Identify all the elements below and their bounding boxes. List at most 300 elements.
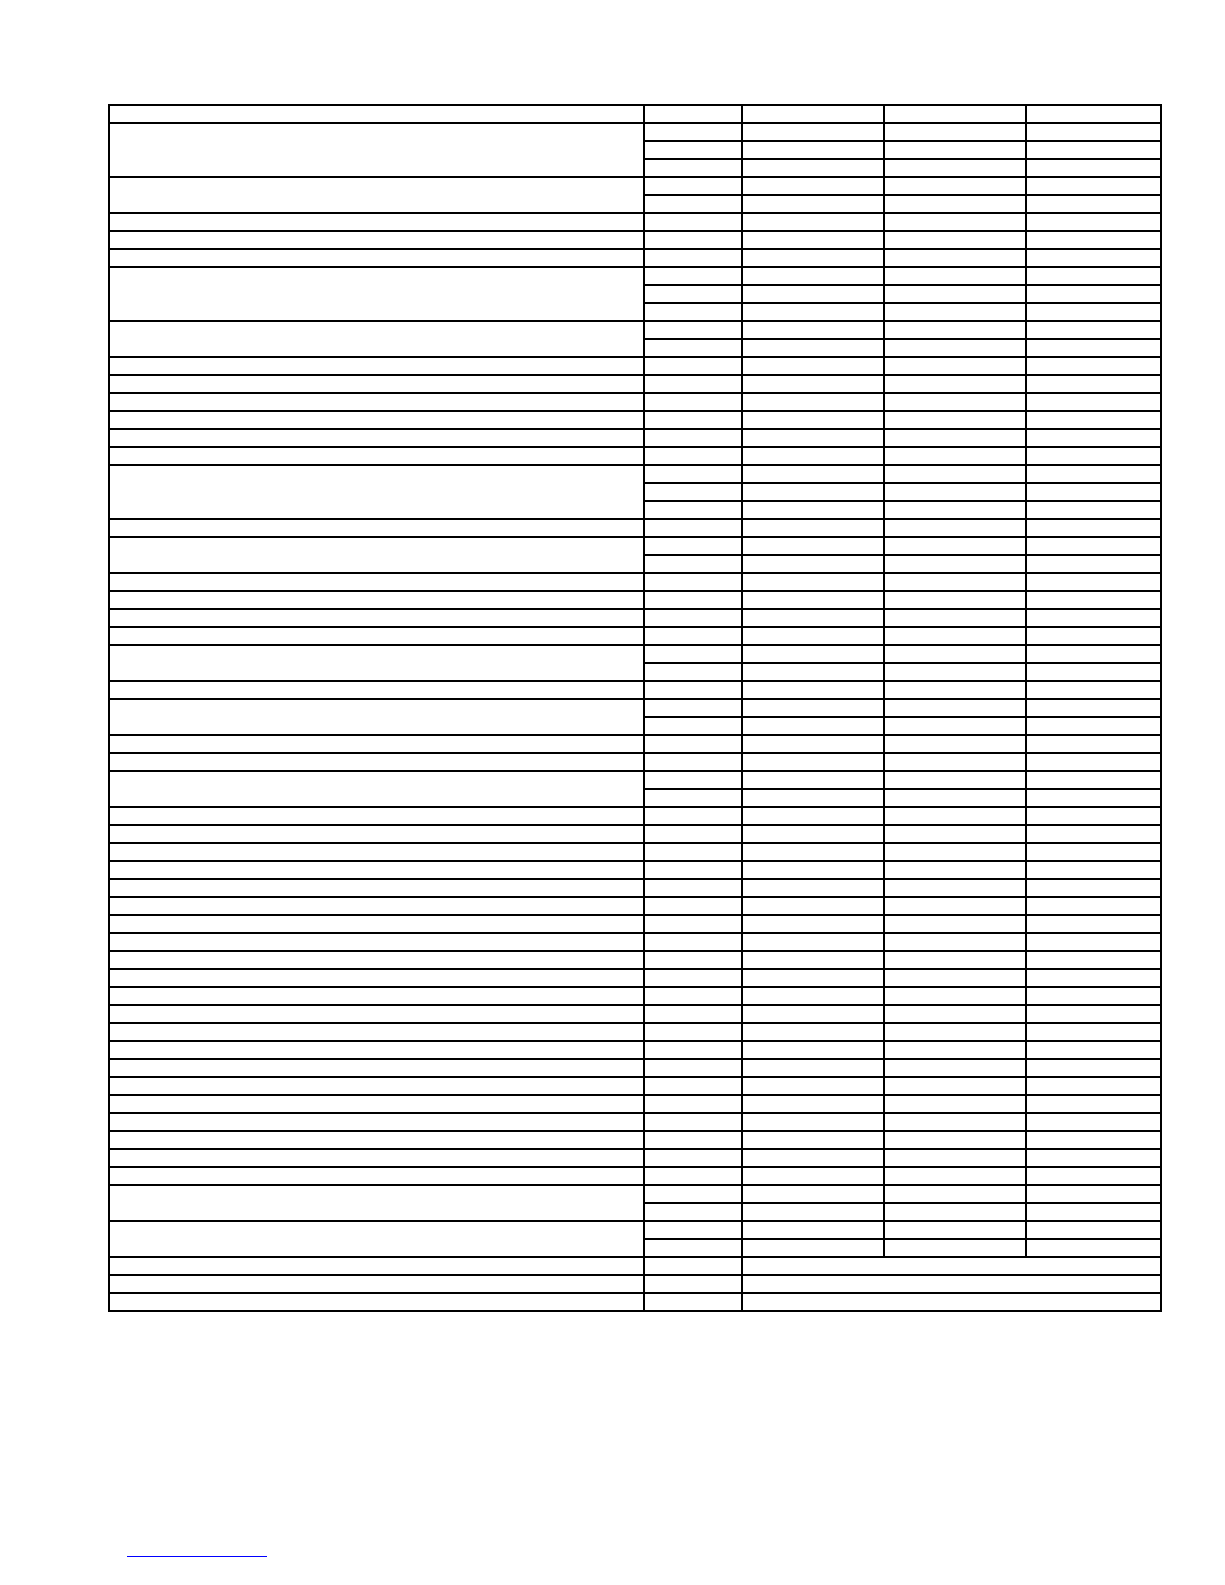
table-row (109, 1005, 1161, 1023)
value-cell-b (884, 537, 1026, 555)
value-cell-a (742, 825, 884, 843)
value-cell-a (742, 1131, 884, 1149)
value-cell-b (884, 195, 1026, 213)
value-cell-a (742, 537, 884, 555)
value-cell-b (884, 1131, 1026, 1149)
value-cell-b (884, 969, 1026, 987)
value-cell-b (884, 375, 1026, 393)
value-cell-b (884, 1239, 1026, 1257)
row-label-cell (109, 465, 644, 519)
value-cell-b (884, 1167, 1026, 1185)
value-cell-b (884, 951, 1026, 969)
code-cell (644, 1005, 742, 1023)
code-cell (644, 735, 742, 753)
table-row (109, 1185, 1161, 1203)
table-row (109, 1059, 1161, 1077)
code-cell (644, 627, 742, 645)
table-row (109, 393, 1161, 411)
value-cell-a (742, 1077, 884, 1095)
value-cell-a (742, 501, 884, 519)
value-cell-c (1026, 897, 1161, 915)
merged-value-cell (742, 1257, 1161, 1275)
value-cell-c (1026, 177, 1161, 195)
value-cell-a (742, 303, 884, 321)
value-cell-c (1026, 1095, 1161, 1113)
value-cell-a (742, 1113, 884, 1131)
row-label-cell (109, 933, 644, 951)
value-cell-c (1026, 1149, 1161, 1167)
value-cell-c (1026, 1113, 1161, 1131)
value-cell-a (742, 1167, 884, 1185)
value-cell-a (742, 951, 884, 969)
value-cell-a (742, 789, 884, 807)
row-label-cell (109, 1293, 644, 1311)
code-cell (644, 1095, 742, 1113)
value-cell-b (884, 915, 1026, 933)
code-cell (644, 987, 742, 1005)
row-label-cell (109, 1257, 644, 1275)
value-cell-a (742, 609, 884, 627)
row-label-cell (109, 267, 644, 321)
row-label-cell (109, 357, 644, 375)
value-cell-c (1026, 627, 1161, 645)
value-cell-a (742, 627, 884, 645)
value-cell-b (884, 645, 1026, 663)
table-row (109, 807, 1161, 825)
value-cell-a (742, 1041, 884, 1059)
value-cell-c (1026, 159, 1161, 177)
code-cell (644, 609, 742, 627)
table-row (109, 609, 1161, 627)
code-cell (644, 771, 742, 789)
table-row (109, 699, 1161, 717)
table-row (109, 249, 1161, 267)
value-cell-a (742, 393, 884, 411)
row-label-cell (109, 1095, 644, 1113)
code-cell (644, 159, 742, 177)
value-cell-b (884, 1059, 1026, 1077)
value-cell-b (884, 285, 1026, 303)
row-label-cell (109, 519, 644, 537)
code-cell (644, 375, 742, 393)
value-cell-a (742, 1185, 884, 1203)
code-cell (644, 681, 742, 699)
value-cell-a (742, 159, 884, 177)
value-cell-c (1026, 339, 1161, 357)
value-cell-a (742, 447, 884, 465)
table-row (109, 753, 1161, 771)
value-cell-a (742, 861, 884, 879)
value-cell-c (1026, 1185, 1161, 1203)
value-cell-a (742, 357, 884, 375)
value-cell-a (742, 411, 884, 429)
value-cell-b (884, 1005, 1026, 1023)
value-cell-a (742, 1239, 884, 1257)
row-label-cell (109, 987, 644, 1005)
row-label-cell (109, 825, 644, 843)
code-cell (644, 537, 742, 555)
value-cell-c (1026, 411, 1161, 429)
value-cell-a (742, 1059, 884, 1077)
table-row (109, 1149, 1161, 1167)
value-cell-a (742, 573, 884, 591)
row-label-cell (109, 1221, 644, 1257)
table-row (109, 933, 1161, 951)
value-cell-a (742, 1149, 884, 1167)
value-cell-c (1026, 1203, 1161, 1221)
row-label-cell (109, 429, 644, 447)
code-cell (644, 555, 742, 573)
table-row (109, 1257, 1161, 1275)
value-cell-a (742, 339, 884, 357)
value-cell-c (1026, 285, 1161, 303)
table-row (109, 897, 1161, 915)
value-cell-a (742, 195, 884, 213)
table-row (109, 411, 1161, 429)
value-cell-a (742, 717, 884, 735)
value-cell-b (884, 159, 1026, 177)
code-cell (644, 411, 742, 429)
value-cell-c (1026, 681, 1161, 699)
table-row (109, 177, 1161, 195)
value-cell-c (1026, 735, 1161, 753)
value-cell-a (742, 753, 884, 771)
value-cell-c (1026, 123, 1161, 141)
table-row (109, 321, 1161, 339)
value-cell-b (884, 411, 1026, 429)
code-cell (644, 105, 742, 123)
code-cell (644, 483, 742, 501)
value-cell-c (1026, 789, 1161, 807)
row-label-cell (109, 1041, 644, 1059)
code-cell (644, 231, 742, 249)
value-cell-b (884, 861, 1026, 879)
value-cell-c (1026, 357, 1161, 375)
value-cell-a (742, 663, 884, 681)
table-row (109, 429, 1161, 447)
value-cell-a (742, 375, 884, 393)
value-cell-b (884, 717, 1026, 735)
table-row (109, 861, 1161, 879)
code-cell (644, 393, 742, 411)
code-cell (644, 1023, 742, 1041)
row-label-cell (109, 1149, 644, 1167)
code-cell (644, 195, 742, 213)
row-label-cell (109, 177, 644, 213)
row-label-cell (109, 843, 644, 861)
value-cell-c (1026, 843, 1161, 861)
value-cell-b (884, 1077, 1026, 1095)
value-cell-b (884, 303, 1026, 321)
value-cell-b (884, 753, 1026, 771)
value-cell-b (884, 1113, 1026, 1131)
row-label-cell (109, 1077, 644, 1095)
code-cell (644, 789, 742, 807)
value-cell-b (884, 771, 1026, 789)
value-cell-a (742, 879, 884, 897)
table-row (109, 1113, 1161, 1131)
value-cell-b (884, 1221, 1026, 1239)
value-cell-c (1026, 1167, 1161, 1185)
value-cell-c (1026, 249, 1161, 267)
value-cell-c (1026, 717, 1161, 735)
value-cell-b (884, 627, 1026, 645)
value-cell-b (884, 663, 1026, 681)
value-cell-c (1026, 1077, 1161, 1095)
value-cell-a (742, 969, 884, 987)
value-cell-a (742, 231, 884, 249)
code-cell (644, 429, 742, 447)
row-label-cell (109, 1005, 644, 1023)
table-row (109, 1275, 1161, 1293)
code-cell (644, 177, 742, 195)
value-cell-a (742, 267, 884, 285)
blank-form-table (108, 104, 1162, 1312)
value-cell-c (1026, 1005, 1161, 1023)
value-cell-b (884, 141, 1026, 159)
value-cell-a (742, 933, 884, 951)
table-row (109, 465, 1161, 483)
value-cell-b (884, 357, 1026, 375)
code-cell (644, 699, 742, 717)
value-cell-b (884, 501, 1026, 519)
value-cell-c (1026, 195, 1161, 213)
code-cell (644, 663, 742, 681)
code-cell (644, 825, 742, 843)
value-cell-c (1026, 105, 1161, 123)
code-cell (644, 645, 742, 663)
row-label-cell (109, 249, 644, 267)
value-cell-a (742, 519, 884, 537)
code-cell (644, 447, 742, 465)
code-cell (644, 753, 742, 771)
code-cell (644, 1203, 742, 1221)
value-cell-a (742, 915, 884, 933)
code-cell (644, 591, 742, 609)
value-cell-b (884, 213, 1026, 231)
value-cell-b (884, 429, 1026, 447)
row-label-cell (109, 879, 644, 897)
code-cell (644, 933, 742, 951)
value-cell-b (884, 1041, 1026, 1059)
row-label-cell (109, 753, 644, 771)
code-cell (644, 1131, 742, 1149)
value-cell-c (1026, 1239, 1161, 1257)
row-label-cell (109, 321, 644, 357)
row-label-cell (109, 861, 644, 879)
row-label-cell (109, 573, 644, 591)
value-cell-b (884, 789, 1026, 807)
table-row (109, 105, 1161, 123)
code-cell (644, 1293, 742, 1311)
value-cell-a (742, 123, 884, 141)
merged-value-cell (742, 1275, 1161, 1293)
code-cell (644, 1167, 742, 1185)
value-cell-a (742, 1023, 884, 1041)
row-label-cell (109, 1131, 644, 1149)
value-cell-a (742, 591, 884, 609)
row-label-cell (109, 447, 644, 465)
value-cell-a (742, 1203, 884, 1221)
value-cell-a (742, 483, 884, 501)
value-cell-b (884, 825, 1026, 843)
code-cell (644, 897, 742, 915)
value-cell-c (1026, 861, 1161, 879)
value-cell-c (1026, 213, 1161, 231)
code-cell (644, 1239, 742, 1257)
value-cell-b (884, 1149, 1026, 1167)
table-row (109, 213, 1161, 231)
row-label-cell (109, 393, 644, 411)
value-cell-b (884, 555, 1026, 573)
value-cell-a (742, 213, 884, 231)
value-cell-c (1026, 951, 1161, 969)
form-table-body (109, 105, 1161, 1311)
code-cell (644, 573, 742, 591)
code-cell (644, 213, 742, 231)
row-label-cell (109, 231, 644, 249)
value-cell-b (884, 1095, 1026, 1113)
value-cell-a (742, 105, 884, 123)
value-cell-a (742, 555, 884, 573)
row-label-cell (109, 771, 644, 807)
value-cell-a (742, 681, 884, 699)
value-cell-b (884, 879, 1026, 897)
table-row (109, 573, 1161, 591)
row-label-cell (109, 735, 644, 753)
value-cell-c (1026, 969, 1161, 987)
value-cell-a (742, 771, 884, 789)
value-cell-c (1026, 231, 1161, 249)
row-label-cell (109, 1275, 644, 1293)
value-cell-c (1026, 645, 1161, 663)
row-label-cell (109, 1023, 644, 1041)
code-cell (644, 1257, 742, 1275)
code-cell (644, 285, 742, 303)
value-cell-a (742, 249, 884, 267)
table-row (109, 1041, 1161, 1059)
table-row (109, 1077, 1161, 1095)
value-cell-b (884, 267, 1026, 285)
table-row (109, 591, 1161, 609)
value-cell-b (884, 609, 1026, 627)
code-cell (644, 339, 742, 357)
value-cell-b (884, 1185, 1026, 1203)
value-cell-c (1026, 915, 1161, 933)
value-cell-b (884, 105, 1026, 123)
table-row (109, 1167, 1161, 1185)
footer-link[interactable] (127, 1556, 267, 1557)
value-cell-a (742, 285, 884, 303)
row-label-cell (109, 951, 644, 969)
value-cell-b (884, 735, 1026, 753)
table-row (109, 951, 1161, 969)
table-row (109, 735, 1161, 753)
code-cell (644, 1059, 742, 1077)
code-cell (644, 969, 742, 987)
value-cell-b (884, 897, 1026, 915)
value-cell-b (884, 123, 1026, 141)
table-row (109, 447, 1161, 465)
value-cell-c (1026, 753, 1161, 771)
table-row (109, 519, 1161, 537)
table-row (109, 645, 1161, 663)
row-label-cell (109, 627, 644, 645)
value-cell-c (1026, 987, 1161, 1005)
value-cell-b (884, 447, 1026, 465)
value-cell-b (884, 177, 1026, 195)
value-cell-c (1026, 663, 1161, 681)
value-cell-c (1026, 771, 1161, 789)
code-cell (644, 249, 742, 267)
value-cell-a (742, 843, 884, 861)
table-row (109, 879, 1161, 897)
row-label-cell (109, 591, 644, 609)
table-row (109, 1221, 1161, 1239)
row-label-cell (109, 645, 644, 681)
value-cell-b (884, 483, 1026, 501)
code-cell (644, 861, 742, 879)
value-cell-a (742, 987, 884, 1005)
code-cell (644, 1221, 742, 1239)
row-label-cell (109, 123, 644, 177)
value-cell-c (1026, 303, 1161, 321)
row-label-cell (109, 609, 644, 627)
code-cell (644, 1041, 742, 1059)
code-cell (644, 501, 742, 519)
value-cell-c (1026, 573, 1161, 591)
value-cell-a (742, 321, 884, 339)
table-row (109, 1095, 1161, 1113)
code-cell (644, 141, 742, 159)
value-cell-a (742, 429, 884, 447)
table-row (109, 123, 1161, 141)
value-cell-c (1026, 825, 1161, 843)
code-cell (644, 1113, 742, 1131)
code-cell (644, 1185, 742, 1203)
value-cell-b (884, 1023, 1026, 1041)
table-row (109, 1023, 1161, 1041)
code-cell (644, 357, 742, 375)
value-cell-c (1026, 933, 1161, 951)
row-label-cell (109, 375, 644, 393)
value-cell-b (884, 393, 1026, 411)
value-cell-b (884, 843, 1026, 861)
value-cell-b (884, 591, 1026, 609)
value-cell-c (1026, 1131, 1161, 1149)
value-cell-a (742, 465, 884, 483)
code-cell (644, 465, 742, 483)
value-cell-b (884, 231, 1026, 249)
value-cell-c (1026, 519, 1161, 537)
row-label-cell (109, 411, 644, 429)
row-label-cell (109, 699, 644, 735)
table-row (109, 627, 1161, 645)
code-cell (644, 267, 742, 285)
value-cell-b (884, 573, 1026, 591)
code-cell (644, 519, 742, 537)
value-cell-c (1026, 1221, 1161, 1239)
table-row (109, 375, 1161, 393)
row-label-cell (109, 1185, 644, 1221)
value-cell-a (742, 1095, 884, 1113)
value-cell-c (1026, 807, 1161, 825)
value-cell-a (742, 897, 884, 915)
value-cell-c (1026, 555, 1161, 573)
table-row (109, 357, 1161, 375)
value-cell-c (1026, 699, 1161, 717)
code-cell (644, 717, 742, 735)
